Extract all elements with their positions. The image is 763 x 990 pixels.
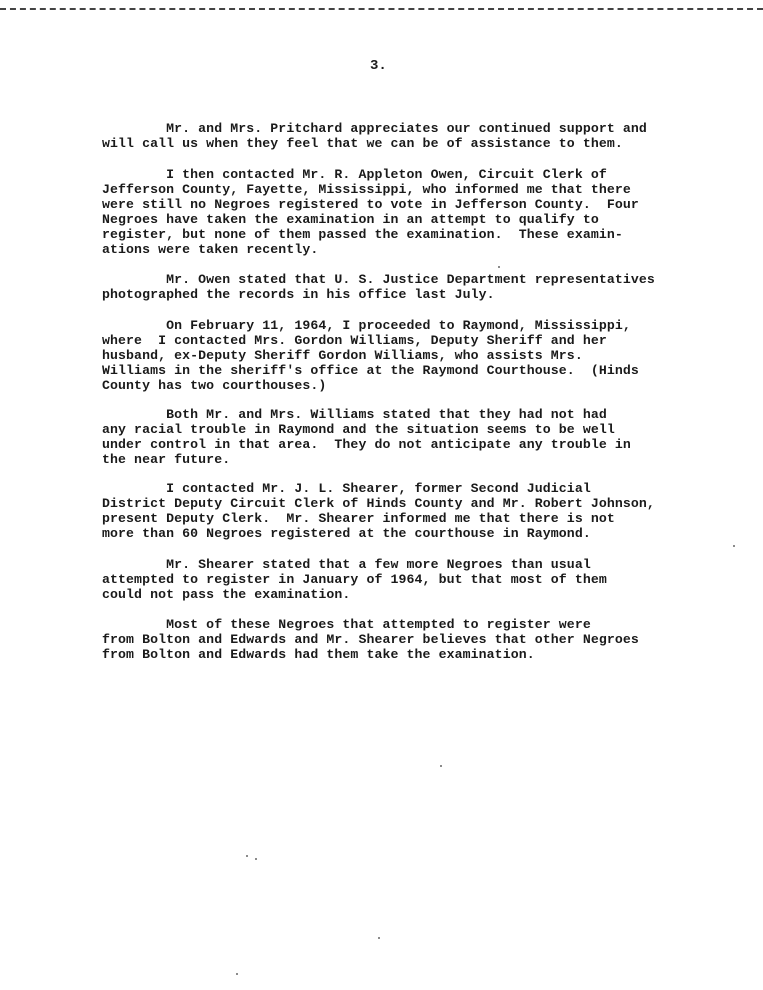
page-top-edge	[0, 0, 763, 10]
paragraph-5: Both Mr. and Mrs. Williams stated that they had not had any racial trouble in Raymond and the situation seems to be well under control in that area. They do not anticipate any trouble in the near future.	[102, 407, 631, 467]
scan-speck	[733, 545, 735, 547]
paragraph-3: Mr. Owen stated that U. S. Justice Department representatives photographed the records in his office last July.	[102, 272, 655, 302]
paragraph-2: I then contacted Mr. R. Appleton Owen, Circuit Clerk of Jefferson County, Fayette, Mississippi, who informed me that there were still no Negroes registered to vote in Jefferson County. Four Negroes have taken the examination in an attempt to qualify to register, but none of them passed the examination. These examin- ations were taken recently.	[102, 167, 639, 257]
scan-speck	[498, 266, 500, 268]
paragraph-7: Mr. Shearer stated that a few more Negroes than usual attempted to register in January of 1964, but that most of them could not pass the examination.	[102, 557, 607, 602]
scan-speck	[255, 858, 257, 860]
paragraph-4: On February 11, 1964, I proceeded to Raymond, Mississippi, where I contacted Mrs. Gordon Williams, Deputy Sheriff and her husband, ex-Deputy Sheriff Gordon Williams, who assists Mrs. Williams in the sheriff's office at the Raymond Courthouse. (Hinds County has two courthouses.)	[102, 318, 639, 393]
page-number: 3.	[370, 58, 387, 74]
scan-speck	[378, 937, 380, 939]
paragraph-6: I contacted Mr. J. L. Shearer, former Second Judicial District Deputy Circuit Clerk of Hinds County and Mr. Robert Johnson, present Deputy Clerk. Mr. Shearer informed me that there is not more than 60 Negroes registered at the courthouse in Raymond.	[102, 481, 655, 541]
scan-speck	[246, 855, 248, 857]
scan-speck	[236, 973, 238, 975]
scan-speck	[440, 765, 442, 767]
paragraph-8: Most of these Negroes that attempted to register were from Bolton and Edwards and Mr. Shearer believes that other Negroes from Bolton and Edwards had them take the examination.	[102, 617, 639, 662]
paragraph-1: Mr. and Mrs. Pritchard appreciates our continued support and will call us when they feel that we can be of assistance to them.	[102, 121, 647, 151]
